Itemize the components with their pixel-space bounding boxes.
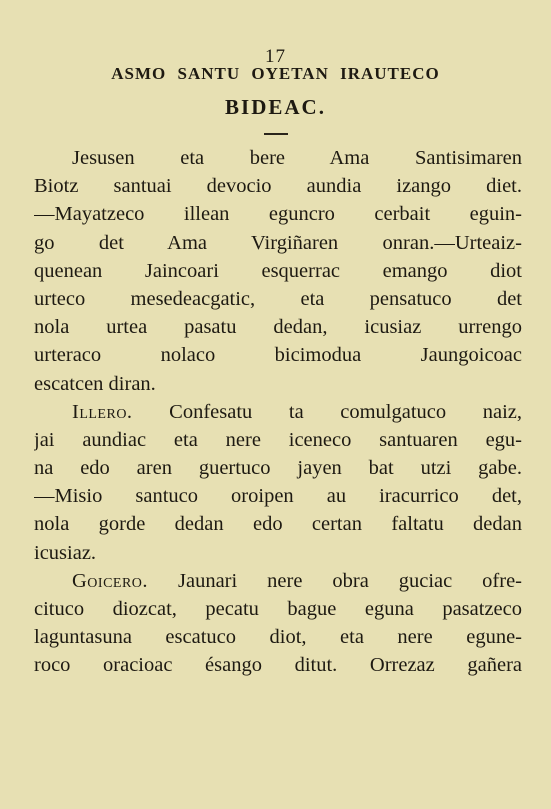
text-line: jai aundiac eta nere iceneco santuaren egu- bbox=[34, 428, 522, 451]
text-line: icusiaz. bbox=[34, 541, 97, 564]
page-number: 17 bbox=[265, 46, 286, 67]
text-line: nola gorde dedan edo certan faltatu dedan bbox=[34, 513, 522, 536]
section-heading-line-1: ASMO SANTU OYETAN IRAUTECO bbox=[111, 64, 440, 83]
paragraph-label: Illero. bbox=[72, 400, 133, 423]
text-line: cituco diozcat, pecatu bague eguna pasatzeco bbox=[34, 598, 522, 620]
text-line-rest: Jaunari nere obra guciac ofre- bbox=[178, 569, 522, 592]
text-line-rest: Confesatu ta comulgatuco naiz, bbox=[169, 400, 522, 423]
text-line: quenean Jaincoari esquerrac emango diot bbox=[34, 259, 522, 282]
text-line: urteco mesedeacgatic, eta pensatuco det bbox=[34, 287, 522, 310]
body-text bbox=[34, 144, 522, 680]
text-line: —Mayatzeco illean eguncro cerbait eguin- bbox=[34, 203, 522, 226]
section-heading-line-2: BIDEAC. bbox=[225, 95, 326, 119]
heading-divider bbox=[264, 133, 288, 135]
text-line: urteraco nolaco bicimodua Jaungoicoac bbox=[34, 344, 522, 367]
text-line: roco oracioac ésango ditut. Orrezaz gañera bbox=[34, 654, 522, 677]
text-line: na edo aren guertuco jayen bat utzi gabe. bbox=[34, 457, 522, 480]
text-line bbox=[34, 398, 522, 426]
text-line: —Misio santuco oroipen au iracurrico det, bbox=[34, 485, 522, 508]
text-line: laguntasuna escatuco diot, eta nere egune- bbox=[34, 626, 522, 649]
text-line: Jesusen eta bere Ama Santisimaren bbox=[72, 147, 522, 169]
paragraph-label: Goicero. bbox=[72, 569, 149, 592]
text-line bbox=[34, 567, 522, 595]
text-line: nola urtea pasatu dedan, icusiaz urrengo bbox=[34, 316, 522, 339]
text-line: escatcen diran. bbox=[34, 372, 156, 395]
text-line: go det Ama Virgiñaren onran.—Urteaiz- bbox=[34, 231, 522, 254]
text-line: Biotz santuai devocio aundia izango diet. bbox=[34, 175, 522, 198]
